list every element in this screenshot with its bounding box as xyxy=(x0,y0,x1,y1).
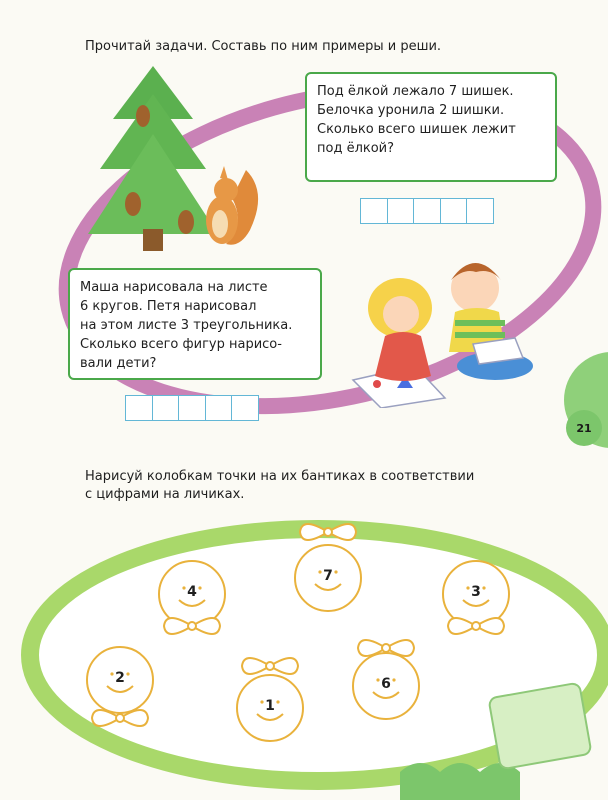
problem-b-line: вали дети? xyxy=(80,356,157,371)
problem-a-line: под ёлкой? xyxy=(317,141,395,156)
problem-b-line: на этом листе 3 треугольника. xyxy=(80,318,293,333)
kolobok xyxy=(87,647,153,726)
bow xyxy=(300,524,356,540)
kolobok-number: 2 xyxy=(115,670,125,686)
kolobok-number: 6 xyxy=(381,676,391,692)
task1-instruction: Прочитай задачи. Составь по ним примеры и реши. xyxy=(85,39,442,54)
kolobok-number: 1 xyxy=(265,698,275,714)
kolobok-number: 4 xyxy=(187,584,197,600)
problem-b-line: Сколько всего фигур нарисо- xyxy=(80,337,282,352)
problem-b-line: Маша нарисовала на листе xyxy=(80,280,268,295)
problem-b-line: 6 кругов. Петя нарисовал xyxy=(80,299,257,314)
kolobok xyxy=(443,561,509,634)
problem-a-line: Белочка уронила 2 шишки. xyxy=(317,103,505,118)
problem-a-line: Сколько всего шишек лежит xyxy=(317,122,516,137)
kolobok-number: 3 xyxy=(471,584,481,600)
task2-instruction-line: с цифрами на личиках. xyxy=(85,487,245,502)
kolobok xyxy=(353,640,419,719)
kolobok xyxy=(295,524,361,611)
problem-a-line: Под ёлкой лежало 7 шишек. xyxy=(317,84,514,99)
task2-instruction-line: Нарисуй колобкам точки на их бантиках в соответствии xyxy=(85,469,475,484)
page-number: 21 xyxy=(576,421,592,435)
kolobok xyxy=(159,561,225,634)
bow xyxy=(242,658,298,674)
kolobok xyxy=(237,658,303,741)
kolobok-number: 7 xyxy=(323,568,333,584)
